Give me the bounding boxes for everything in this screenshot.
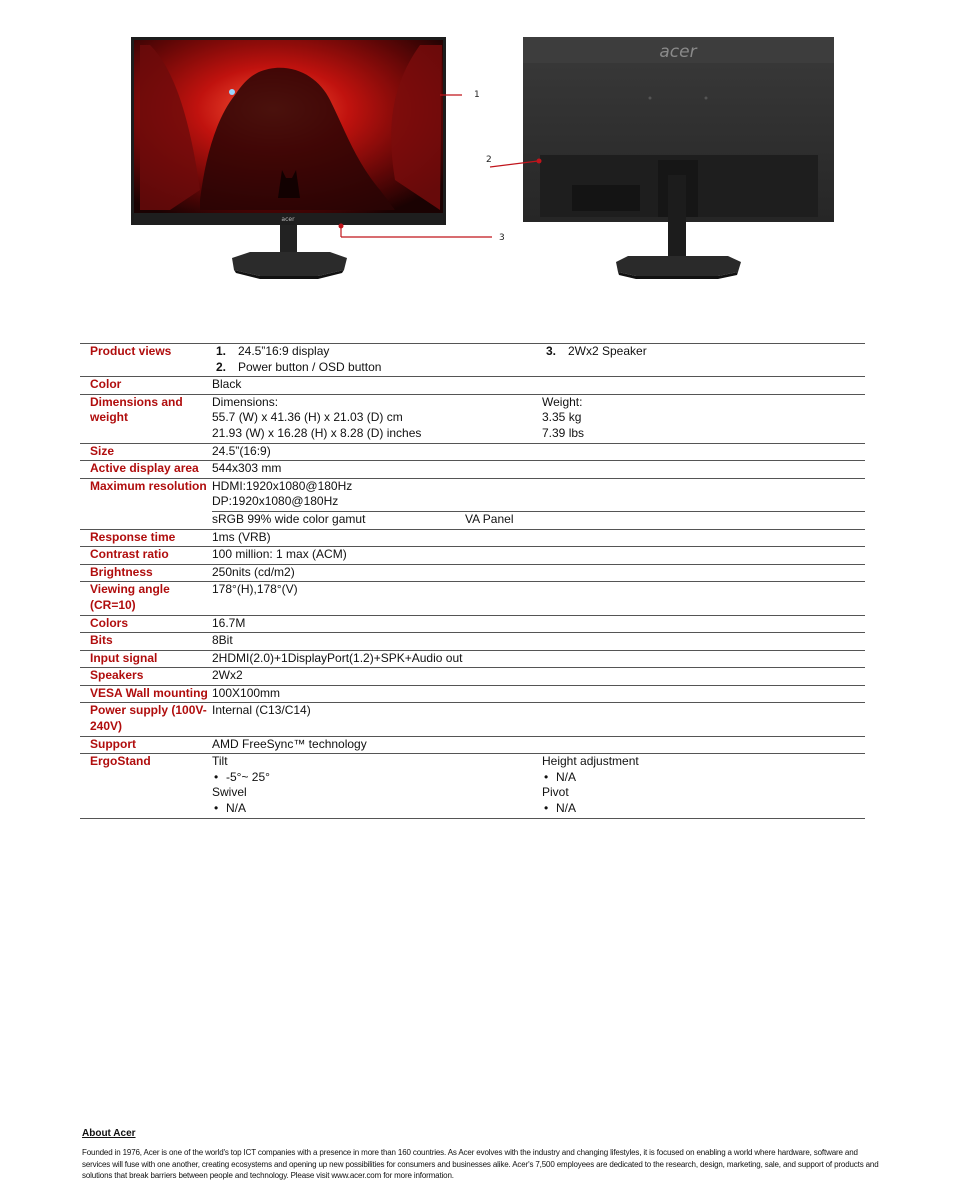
spec-row-power: Power supply (100V-240V) Internal (C13/C14)	[80, 703, 865, 736]
svg-text:1: 1	[474, 90, 480, 100]
back-monitor-image	[523, 37, 834, 279]
spec-row-vesa: VESA Wall mounting 100X100mm	[80, 685, 865, 703]
spec-row-input-signal: Input signal 2HDMI(2.0)+1DisplayPort(1.2)+SPK+Audio out	[80, 650, 865, 668]
spec-label: Product views	[80, 344, 212, 377]
product-view-item: 3. 2Wx2 Speaker	[546, 344, 647, 358]
spec-row-support: Support AMD FreeSync™ technology	[80, 736, 865, 754]
svg-text:3: 3	[499, 233, 505, 243]
product-view-item: 2. Power button / OSD button	[216, 359, 382, 374]
svg-text:acer: acer	[659, 42, 697, 62]
about-section	[82, 1128, 882, 1182]
product-views-figure	[0, 0, 963, 300]
spec-row-bits: Bits 8Bit	[80, 633, 865, 651]
spec-row-colors: Colors 16.7M	[80, 615, 865, 633]
spec-row-product-views	[80, 344, 865, 377]
about-text: Founded in 1976, Acer is one of the world's top ICT companies with a presence in more than 160 countries. As Acer evolves with the industry and changing lifestyles, it is focused on enabling a world where hardware, software and services will fuse with one another, creating ecosystems and opening up new possibilities for consumers and businesses alike. Acer's 7,500 employees are dedicated to the research, design, marketing, sale, and support of products and solutions that break barriers between people and technology. Please visit www.acer.com for more information.	[82, 1148, 879, 1180]
spec-row-response: Response time 1ms (VRB)	[80, 529, 865, 547]
spec-row-dimensions: Dimensions and weight Dimensions: 55.7 (W) x 41.36 (H) x 21.03 (D) cm 21.93 (W) x 16.28 (H) x 8.28 (D) inches Weight: 3.35 kg 7.39 lbs	[80, 394, 865, 443]
svg-text:acer: acer	[281, 216, 295, 223]
spec-row-size: Size 24.5”(16:9)	[80, 443, 865, 461]
spec-row-viewing-angle: Viewing angle (CR=10) 178°(H),178°(V)	[80, 582, 865, 615]
spec-table	[80, 343, 865, 819]
spec-row-speakers: Speakers 2Wx2	[80, 668, 865, 686]
product-view-item: 1. 24.5”16:9 display	[216, 344, 330, 358]
spec-row-ergostand: ErgoStand Tilt • -5°~ 25° Swivel • N/A Height adjustment • N/A Pivot • N/A	[80, 754, 865, 818]
about-title: About Acer	[82, 1128, 136, 1139]
front-monitor-image	[131, 37, 446, 279]
callout-3	[339, 224, 505, 244]
spec-row-color: Color Black	[80, 377, 865, 395]
spec-row-contrast: Contrast ratio 100 million: 1 max (ACM)	[80, 547, 865, 565]
spec-row-brightness: Brightness 250nits (cd/m2)	[80, 564, 865, 582]
spec-row-active-area: Active display area 544x303 mm	[80, 461, 865, 479]
svg-text:2: 2	[486, 155, 492, 165]
spec-row-gamut: sRGB 99% wide color gamut VA Panel	[80, 511, 865, 529]
spec-row-max-resolution: Maximum resolution HDMI:1920x1080@180Hz DP:1920x1080@180Hz	[80, 478, 865, 511]
